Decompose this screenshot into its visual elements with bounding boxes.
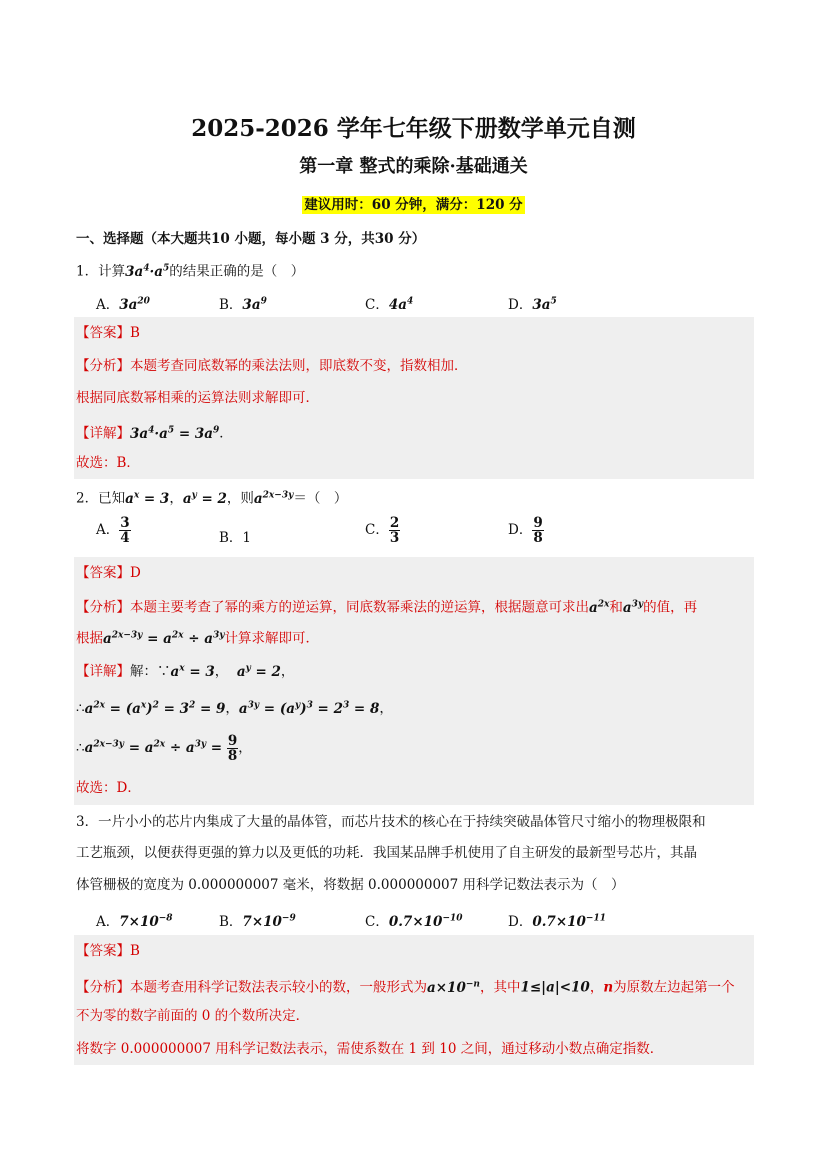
page-title: 2025-2026 学年七年级下册数学单元自测 (191, 115, 636, 142)
q2-answer: 【答案】D (76, 565, 141, 581)
time-score-hint: 建议用时：60 分钟，满分：120 分 (304, 197, 523, 213)
q3-solution-box (74, 935, 754, 1065)
q1-analysis: 【分析】本题考查同底数幂的乘法法则，即底数不变，指数相加． (76, 358, 468, 374)
q2-option-c: C． $\frac{2}{3}$ (365, 515, 400, 546)
q3-analysis-2: 不为零的数字前面的 0 的个数所决定． (76, 1008, 310, 1024)
q1-detail: 【详解】$3a^4\cdot a^5 = 3a^9$． (76, 425, 233, 442)
q3-stem-line-1: 3．一片小小的芯片内集成了大量的晶体管，而芯片技术的核心在于持续突破晶体管尺寸缩小的物理极限和 (76, 814, 706, 830)
q3-answer: 【答案】B (76, 943, 140, 959)
q1-answer: 【答案】B (76, 325, 140, 341)
q3-stem-line-2: 工艺瓶颈，以便获得更强的算力以及更低的功耗．我国某品牌手机使用了自主研发的最新型号芯片，其晶 (76, 845, 697, 861)
q1-suffix: 的结果正确的是（ ） (169, 263, 305, 280)
q1-prefix: 1．计算 (76, 263, 126, 280)
q1-option-a: A．$3a^{20}$ (96, 296, 150, 313)
q3-stem-line-3: 体管栅极的宽度为 0.000000007 毫米，将数据 0.000000007 用科学记数法表示为（ ） (76, 877, 625, 893)
q3-option-d: D．$0.7\times 10^{-11}$ (508, 913, 606, 930)
q2-analysis: 【分析】本题主要考查了幂的乘方的逆运算，同底数幂乘法的逆运算，根据题意可求出$a^{2x}$和$a^{3y}$的值，再 (76, 599, 698, 616)
q3-option-a: A．$7\times 10^{-8}$ (96, 913, 173, 930)
q1-option-d: D．$3a^5$ (508, 296, 557, 313)
q1-option-b: B．$3a^9$ (219, 296, 267, 313)
q2-detail-1: 【详解】解：$\because a^x = 3$， $a^y = 2$， (76, 663, 295, 680)
q2-option-b: B．1 (219, 530, 252, 546)
q2-detail-2: $\therefore a^{2x} = (a^x)^2 = 3^2 = 9$，$a^{3y} = (a^y)^3 = 2^3 = 8$， (76, 700, 393, 717)
q2-solution-box (74, 557, 754, 805)
q2-option-d: D． $\frac{9}{8}$ (508, 515, 543, 546)
q3-analysis: 【分析】本题考查用科学记数法表示较小的数，一般形式为$a\times 10^{-n}$，其中1≤|a|<10，n为原数左边起第一个 (76, 979, 735, 996)
section-heading: 一、选择题（本大题共10 小题，每小题 3 分，共30 分） (76, 231, 426, 247)
q2-detail-3: $\therefore a^{2x-3y} = a^{2x} \div a^{3y}$ = $\frac{9}{8}$ ， (76, 733, 252, 764)
q1-solution-box (74, 317, 754, 479)
q3-option-b: B．$7\times 10^{-9}$ (219, 913, 296, 930)
q2-analysis-2: 根据$a^{2x-3y} = a^{2x} \div a^{3y}$计算求解即可． (76, 630, 319, 647)
question-2-stem: 2．已知$a^x = 3$，$a^y = 2$，则$a^{2x-3y}=$（ ） (76, 490, 348, 507)
chapter-subtitle: 第一章 整式的乘除·基础通关 (299, 156, 528, 177)
q2-option-a: A． $\frac{3}{4}$ (96, 515, 130, 546)
q2-choice: 故选：D． (76, 780, 141, 796)
q1-expression: $3a^4\cdot a^5$ (125, 263, 170, 280)
time-score-hint-row (0, 193, 827, 213)
q3-analysis-3: 将数字 0.000000007 用科学记数法表示，需使系数在 1 到 10 之间，通过移动小数点确定指数． (76, 1041, 664, 1057)
question-1-stem (76, 258, 304, 282)
q1-analysis-2: 根据同底数幂相乘的运算法则求解即可． (76, 390, 319, 406)
q1-choice: 故选：B． (76, 455, 140, 471)
q1-option-c: C．$4a^4$ (365, 296, 414, 313)
q3-option-c: C．$0.7\times 10^{-10}$ (365, 913, 463, 930)
